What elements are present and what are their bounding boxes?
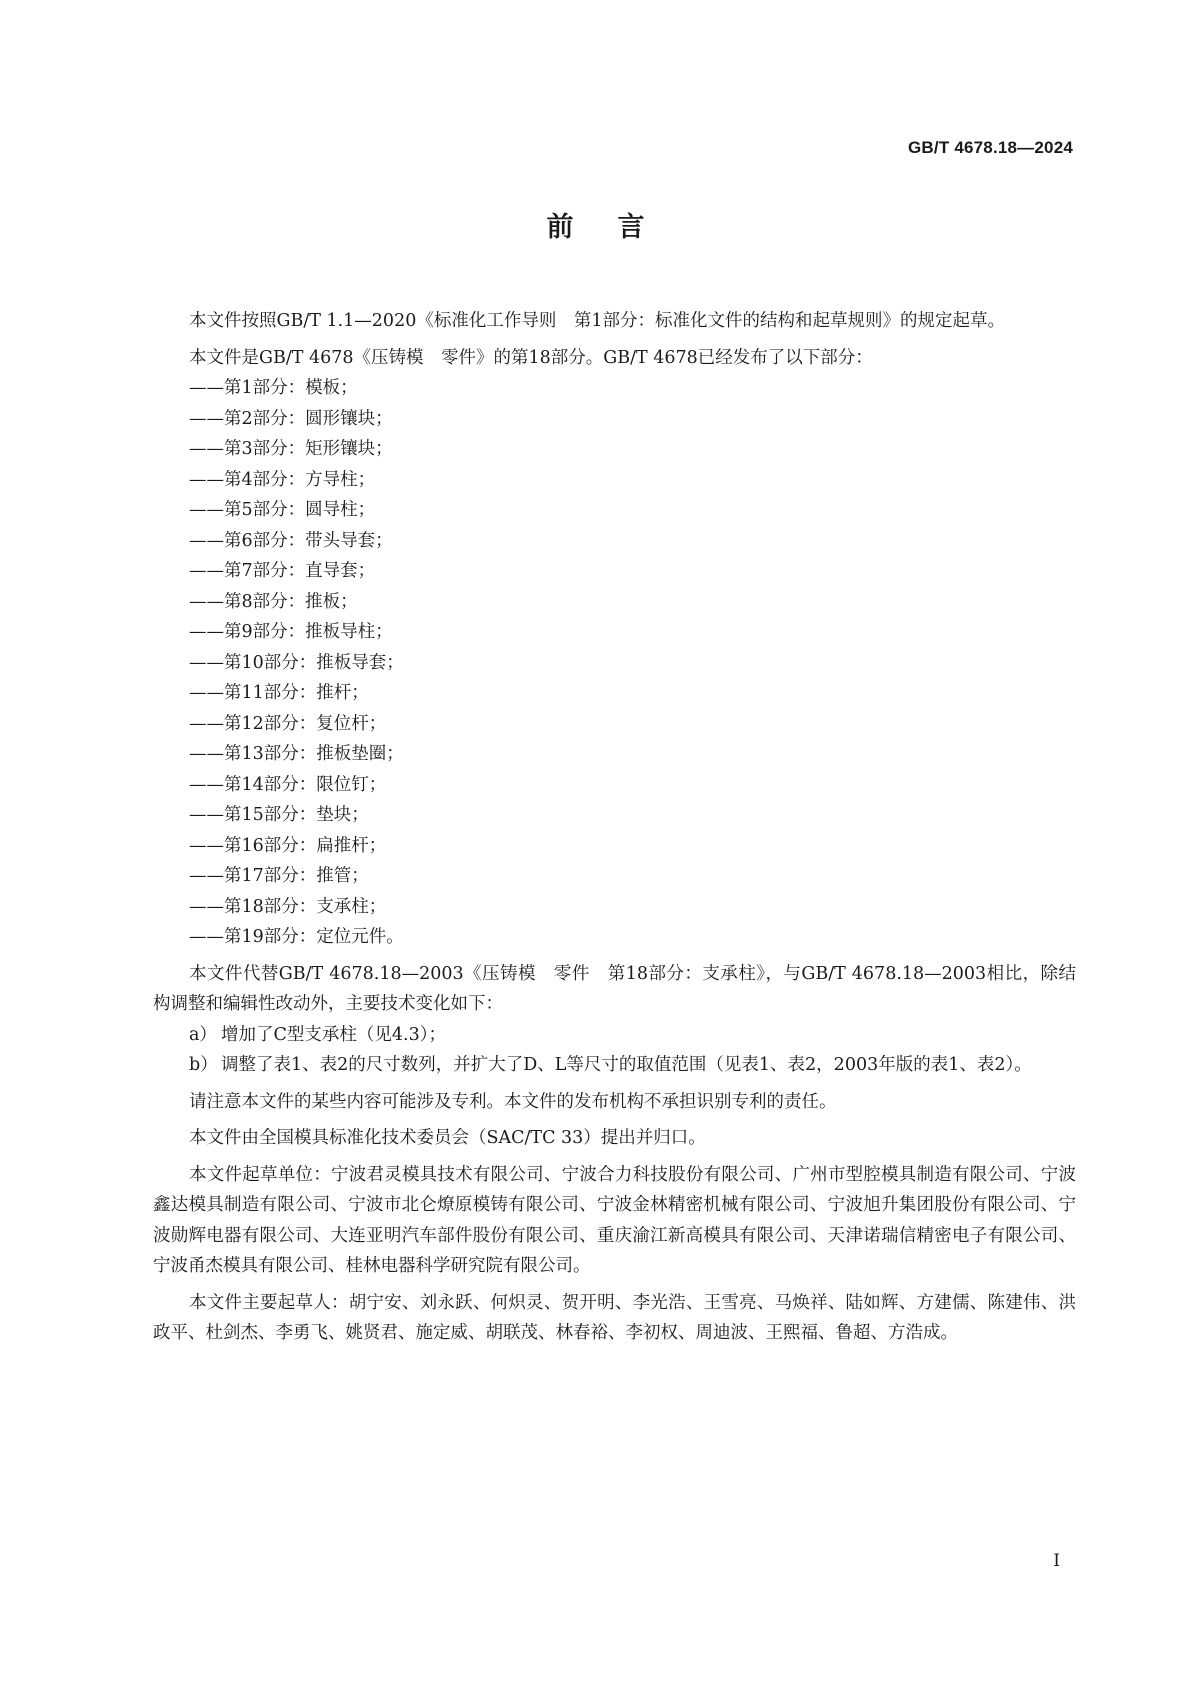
part-list-item: ——第9部分：推板导柱； [189,622,393,642]
part-list-item: ——第16部分：扁推杆； [189,835,387,856]
change-text: 增加了C型支承柱（见4.3）； [221,1024,446,1045]
parts-list [153,373,1076,953]
part-list-item: ——第6部分：带头导套； [189,530,393,551]
intro-paragraph-2: 本文件是GB/T 4678《压铸模 零件》的第18部分。GB/T 4678已经发布了以下部分： [189,347,873,368]
proposer-paragraph: 本文件由全国模具标准化技术委员会（SAC/TC 33）提出并归口。 [189,1128,706,1148]
part-list-item: ——第2部分：圆形镶块； [189,408,393,429]
part-list-item: ——第14部分：限位钉； [189,774,387,795]
part-list-item: ——第11部分：推杆； [189,683,369,703]
changes-list [153,1020,1076,1081]
part-list-item: ——第17部分：推管； [189,866,369,886]
part-list-item: ——第18部分：支承柱； [189,896,387,917]
change-text: 调整了表1、表2的尺寸数列，并扩大了D、L等尺寸的取值范围（见表1、表2，2003年版的表1、表2）。 [221,1055,1032,1075]
standard-code: GB/T 4678.18—2024 [908,138,1073,157]
change-marker: b） [189,1055,218,1075]
replace-paragraph: 本文件代替GB/T 4678.18—2003《压铸模 零件 第18部分：支承柱》，与GB/T 4678.18—2003相比，除结构调整和编辑性改动外，主要技术变化如下： [153,963,1076,1014]
part-list-item: ——第3部分：矩形镶块； [189,439,393,459]
change-item [153,1050,1076,1081]
drafters-paragraph: 本文件主要起草人：胡宁安、刘永跃、何炽灵、贺开明、李光浩、王雪亮、马焕祥、陆如辉、方建儒、陈建伟、洪政平、杜剑杰、李勇飞、姚贤君、施定威、胡联茂、林春裕、李初权、周迪波、王熙福、鲁超、方浩成。 [153,1292,1076,1343]
part-list-item: ——第5部分：圆导柱； [189,500,376,520]
part-list-item: ——第8部分：推板； [189,591,358,612]
part-list-item: ——第7部分：直导套； [189,561,376,581]
part-list-item: ——第12部分：复位杆； [189,713,387,734]
part-list-item: ——第13部分：推板垫圈； [189,744,404,764]
page-number: I [1053,1551,1060,1571]
intro-paragraph-1: 本文件按照GB/T 1.1—2020《标准化工作导则 第1部分：标准化文件的结构和起草规则》的规定起草。 [189,311,1005,331]
page-title: 前言 [546,212,689,243]
part-list-item: ——第10部分：推板导套； [189,652,404,673]
preface-body [153,306,1076,1349]
change-item [153,1020,1076,1051]
drafting-units-paragraph: 本文件起草单位：宁波君灵模具技术有限公司、宁波合力科技股份有限公司、广州市型腔模具制造有限公司、宁波鑫达模具制造有限公司、宁波市北仑燎原模铸有限公司、宁波金林精密机械有限公司、宁波旭升集团股份有限公司、宁波勋辉电器有限公司、大连亚明汽车部件股份有限公司、重庆渝江新高模具有限公司、天津诺瑞信精密电子有限公司、宁波甬杰模具有限公司、桂林电器科学研究院有限公司。 [153,1164,1076,1276]
part-list-item: ——第15部分：垫块； [189,805,369,825]
part-list-item: ——第4部分：方导柱； [189,469,376,490]
part-list-item: ——第19部分：定位元件。 [189,927,404,947]
change-marker: a） [189,1024,217,1045]
part-list-item: ——第1部分：模板； [189,378,358,398]
patent-notice: 请注意本文件的某些内容可能涉及专利。本文件的发布机构不承担识别专利的责任。 [189,1091,837,1112]
